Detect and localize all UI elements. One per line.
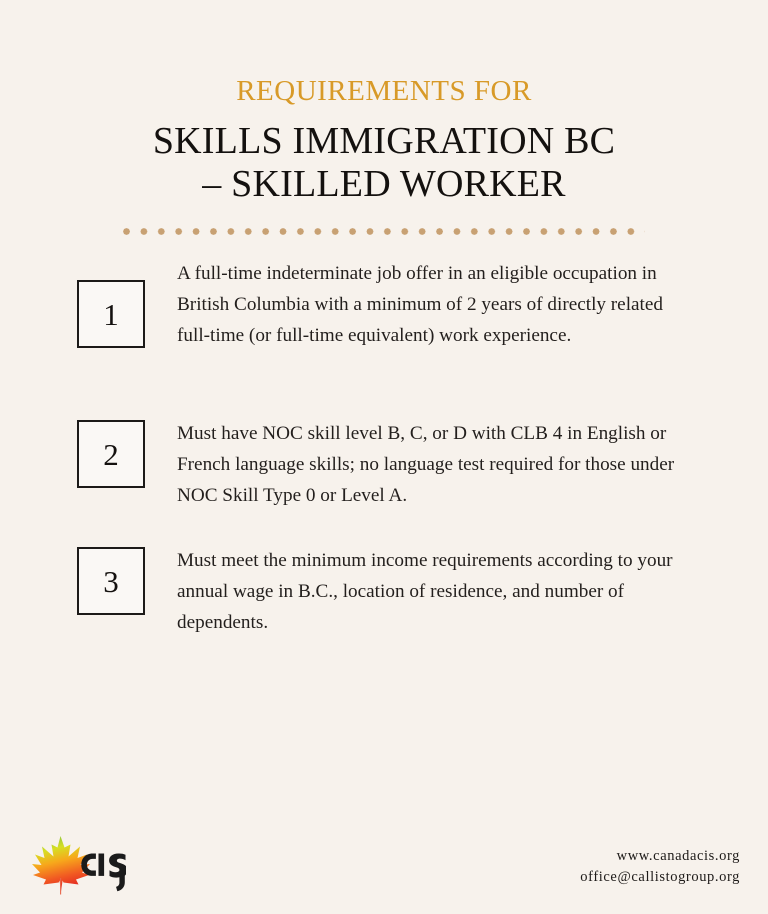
contact-info xyxy=(580,846,740,888)
email-link[interactable]: office@callistogroup.org xyxy=(580,869,740,885)
brand-logo xyxy=(30,834,126,896)
eyebrow-heading: REQUIREMENTS FOR xyxy=(236,75,532,107)
header xyxy=(0,0,768,235)
requirement-text: A full-time indeterminate job offer in an eligible occupation in British Columbia with a minimum of 2 years of directly related full-time (or full-time equivalent) work experience. xyxy=(177,263,663,346)
requirement-number-box: 2 xyxy=(77,420,145,488)
page-title xyxy=(0,120,768,205)
footer xyxy=(0,804,768,914)
cis-wordmark xyxy=(81,854,126,892)
requirement-item xyxy=(77,258,690,351)
maple-leaf-icon xyxy=(30,834,126,896)
requirement-item xyxy=(77,418,690,511)
website-link[interactable]: www.canadacis.org xyxy=(616,848,740,864)
page-title-line-1: SKILLS IMMIGRATION BC xyxy=(152,120,616,163)
requirement-number-box: 3 xyxy=(77,547,145,615)
requirement-text: Must meet the minimum income requirements according to your annual wage in B.C., location of residence, and number of dependents. xyxy=(177,550,673,633)
page-title-line-2: – SKILLED WORKER xyxy=(202,162,566,205)
requirement-item xyxy=(77,545,690,638)
dotted-divider xyxy=(123,228,645,235)
requirement-text: Must have NOC skill level B, C, or D with CLB 4 in English or French language skills; no language test required for those under NOC Skill Type 0 or Level A. xyxy=(177,423,675,506)
requirement-number-box: 1 xyxy=(77,280,145,348)
